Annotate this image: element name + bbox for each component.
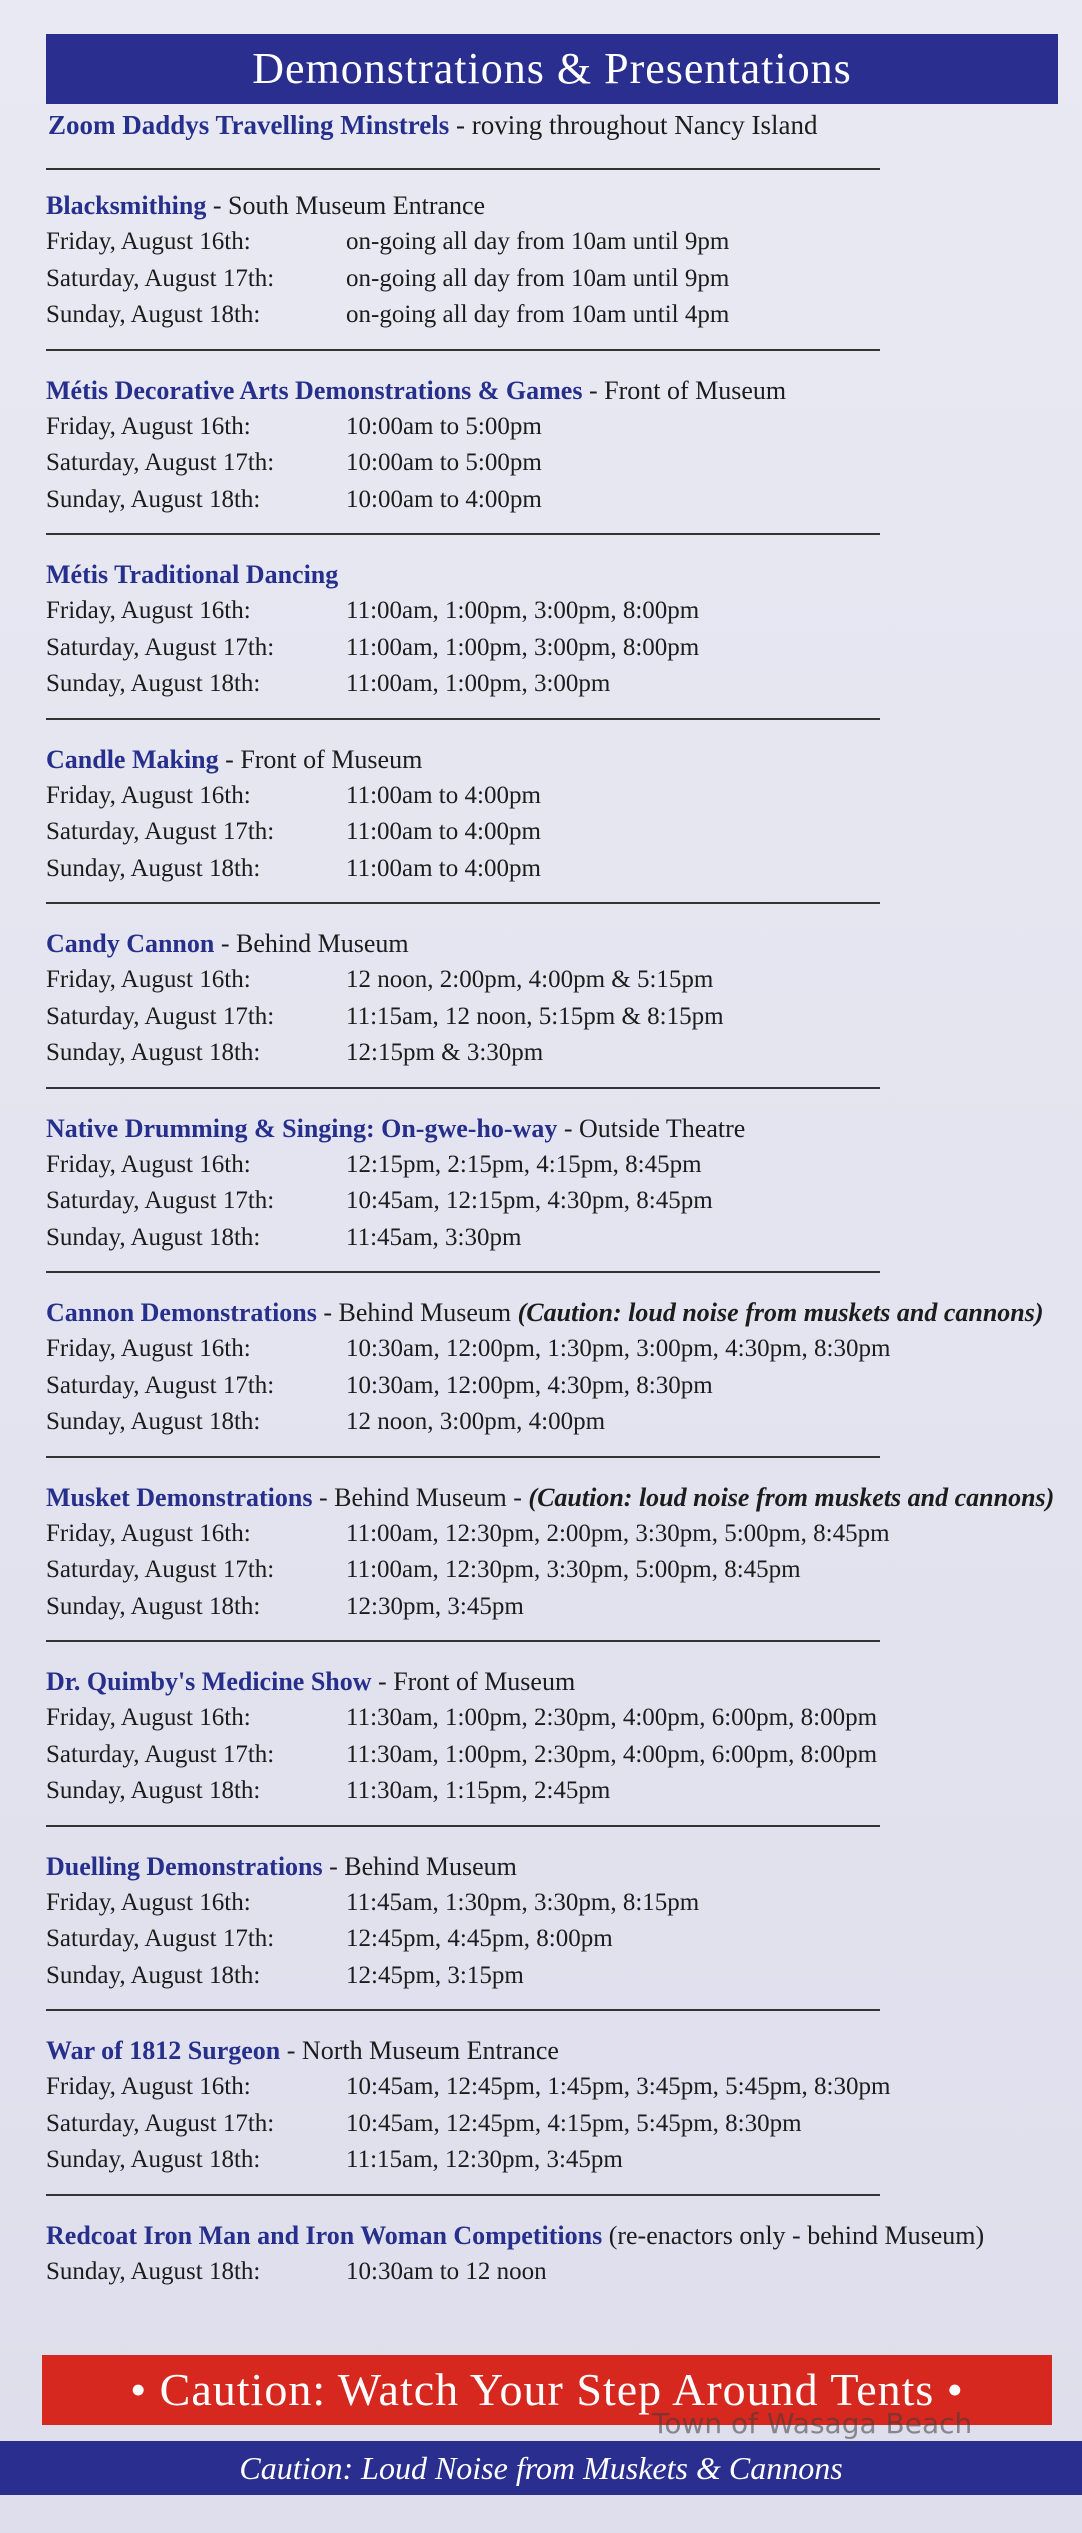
day-label: Friday, August 16th: bbox=[46, 1888, 251, 1916]
schedule-row bbox=[46, 1589, 1046, 1626]
day-label: Friday, August 16th: bbox=[46, 966, 251, 993]
schedule-row bbox=[46, 482, 1046, 519]
time-list: 12 noon, 3:00pm, 4:00pm bbox=[346, 1408, 606, 1435]
time-list: 10:45am, 12:45pm, 1:45pm, 3:45pm, 5:45pm, 8:30pm bbox=[346, 2073, 891, 2100]
schedule-row bbox=[46, 814, 1046, 851]
divider bbox=[46, 718, 880, 720]
day-label: Sunday, August 18th: bbox=[46, 1223, 261, 1251]
divider bbox=[46, 1640, 880, 1642]
event-title: Métis Traditional Dancing bbox=[46, 560, 339, 589]
event-title: Duelling Demonstrations bbox=[46, 1851, 323, 1881]
day-label: Sunday, August 18th: bbox=[46, 1408, 261, 1435]
schedule-row bbox=[46, 999, 1046, 1036]
day-label: Friday, August 16th: bbox=[46, 412, 251, 440]
event-title: Dr. Quimby's Medicine Show bbox=[46, 1667, 372, 1696]
time-list: 10:30am, 12:00pm, 1:30pm, 3:00pm, 4:30pm, 8:30pm bbox=[346, 1335, 891, 1362]
day-label: Friday, August 16th: bbox=[46, 597, 251, 624]
intro-title: Zoom Daddys Travelling Minstrels bbox=[48, 110, 450, 140]
schedule-row bbox=[46, 1404, 1046, 1441]
schedule-section bbox=[46, 557, 1046, 742]
schedule-list bbox=[46, 188, 1055, 2328]
divider bbox=[46, 2194, 880, 2196]
schedule-row bbox=[46, 1220, 1046, 1257]
time-list: 11:00am to 4:00pm bbox=[346, 818, 541, 845]
time-list: on-going all day from 10am until 9pm bbox=[346, 264, 730, 292]
section-heading bbox=[46, 1664, 1046, 1700]
time-list: 10:00am to 4:00pm bbox=[346, 485, 542, 513]
day-label: Friday, August 16th: bbox=[46, 1519, 251, 1547]
event-title: Métis Decorative Arts Demonstrations & Games bbox=[46, 375, 583, 405]
schedule-row bbox=[46, 445, 1046, 482]
event-location: - Front of Museum bbox=[218, 744, 423, 774]
schedule-row bbox=[46, 297, 1046, 334]
time-list: 11:00am, 1:00pm, 3:00pm, 8:00pm bbox=[346, 597, 700, 624]
day-label: Saturday, August 17th: bbox=[46, 1925, 275, 1952]
divider bbox=[46, 2009, 880, 2011]
intro-line bbox=[48, 110, 817, 141]
time-list: 11:15am, 12 noon, 5:15pm & 8:15pm bbox=[346, 1002, 724, 1030]
time-list: 12 noon, 2:00pm, 4:00pm & 5:15pm bbox=[346, 966, 714, 993]
caution-banner-red: • Caution: Watch Your Step Around Tents • bbox=[42, 2355, 1052, 2425]
time-list: 10:00am to 5:00pm bbox=[346, 412, 542, 440]
time-list: 12:15pm & 3:30pm bbox=[346, 1039, 544, 1066]
time-list: 11:00am, 1:00pm, 3:00pm, 8:00pm bbox=[346, 633, 700, 661]
event-title: Redcoat Iron Man and Iron Woman Competitions bbox=[46, 2220, 603, 2250]
schedule-section bbox=[46, 1664, 1046, 1849]
day-label: Saturday, August 17th: bbox=[46, 1002, 275, 1030]
day-label: Saturday, August 17th: bbox=[46, 2109, 275, 2137]
caution-banner-blue: Caution: Loud Noise from Muskets & Cannons bbox=[0, 2441, 1082, 2495]
event-location: - Behind Museum - bbox=[312, 1482, 529, 1512]
event-title: Native Drumming & Singing: On-gwe-ho-way bbox=[46, 1113, 558, 1143]
divider bbox=[46, 902, 880, 904]
day-label: Saturday, August 17th: bbox=[46, 1740, 275, 1768]
event-location: - Front of Museum bbox=[582, 375, 787, 405]
day-label: Friday, August 16th: bbox=[46, 1335, 251, 1362]
schedule-row bbox=[46, 2142, 1046, 2179]
schedule-row bbox=[46, 2254, 1046, 2291]
time-list: 11:15am, 12:30pm, 3:45pm bbox=[346, 2146, 623, 2173]
divider bbox=[46, 1271, 880, 1273]
schedule-row bbox=[46, 593, 1046, 630]
schedule-row bbox=[46, 409, 1046, 446]
event-title: War of 1812 Surgeon bbox=[46, 2036, 281, 2065]
section-heading bbox=[46, 1849, 1046, 1885]
day-label: Saturday, August 17th: bbox=[46, 818, 275, 845]
schedule-section bbox=[46, 742, 1046, 927]
time-list: 12:15pm, 2:15pm, 4:15pm, 8:45pm bbox=[346, 1150, 702, 1178]
section-heading bbox=[46, 1295, 1046, 1331]
schedule-row bbox=[46, 1737, 1046, 1774]
section-heading bbox=[46, 557, 1046, 593]
time-list: 12:45pm, 4:45pm, 8:00pm bbox=[346, 1925, 613, 1952]
day-label: Sunday, August 18th: bbox=[46, 2257, 261, 2285]
day-label: Friday, August 16th: bbox=[46, 2073, 251, 2100]
event-location: - South Museum Entrance bbox=[206, 191, 486, 220]
section-heading bbox=[46, 188, 1046, 224]
time-list: 10:30am, 12:00pm, 4:30pm, 8:30pm bbox=[346, 1371, 713, 1399]
event-location: - Behind Museum bbox=[316, 1298, 518, 1327]
day-label: Friday, August 16th: bbox=[46, 228, 251, 255]
schedule-row bbox=[46, 1921, 1046, 1958]
day-label: Friday, August 16th: bbox=[46, 1150, 251, 1178]
divider bbox=[46, 168, 880, 170]
time-list: on-going all day from 10am until 9pm bbox=[346, 228, 730, 255]
schedule-section bbox=[46, 2033, 1046, 2218]
schedule-row bbox=[46, 1958, 1046, 1995]
event-location: (re-enactors only - behind Museum) bbox=[602, 2220, 985, 2250]
section-heading bbox=[46, 1480, 1055, 1516]
day-label: Friday, August 16th: bbox=[46, 781, 251, 809]
divider bbox=[46, 533, 880, 535]
caution-note: (Caution: loud noise from muskets and cannons) bbox=[517, 1298, 1044, 1327]
schedule-row bbox=[46, 224, 1046, 261]
event-title: Candle Making bbox=[46, 744, 219, 774]
time-list: 11:45am, 3:30pm bbox=[346, 1223, 522, 1251]
schedule-section bbox=[46, 1295, 1046, 1480]
event-title: Candy Cannon bbox=[46, 929, 215, 958]
event-location: - North Museum Entrance bbox=[280, 2036, 559, 2065]
schedule-row bbox=[46, 1700, 1046, 1737]
schedule-row bbox=[46, 1147, 1046, 1184]
day-label: Saturday, August 17th: bbox=[46, 1556, 275, 1583]
day-label: Sunday, August 18th: bbox=[46, 1039, 261, 1066]
day-label: Sunday, August 18th: bbox=[46, 301, 261, 328]
intro-detail: - roving throughout Nancy Island bbox=[449, 110, 818, 140]
event-title: Cannon Demonstrations bbox=[46, 1298, 317, 1327]
event-location: - Outside Theatre bbox=[557, 1113, 746, 1143]
schedule-section bbox=[46, 188, 1046, 373]
time-list: 11:30am, 1:15pm, 2:45pm bbox=[346, 1777, 611, 1804]
time-list: 11:00am, 1:00pm, 3:00pm bbox=[346, 670, 611, 697]
day-label: Sunday, August 18th: bbox=[46, 485, 261, 513]
time-list: on-going all day from 10am until 4pm bbox=[346, 301, 730, 328]
divider bbox=[46, 1456, 880, 1458]
section-heading bbox=[46, 373, 1046, 409]
schedule-section bbox=[46, 373, 1046, 558]
day-label: Sunday, August 18th: bbox=[46, 854, 261, 882]
divider bbox=[46, 349, 880, 351]
day-label: Sunday, August 18th: bbox=[46, 2146, 261, 2173]
schedule-row bbox=[46, 851, 1046, 888]
schedule-row bbox=[46, 261, 1046, 298]
schedule-row bbox=[46, 1331, 1046, 1368]
day-label: Friday, August 16th: bbox=[46, 1704, 251, 1731]
schedule-row bbox=[46, 962, 1046, 999]
schedule-row bbox=[46, 1552, 1046, 1589]
day-label: Sunday, August 18th: bbox=[46, 1777, 261, 1804]
schedule-row bbox=[46, 1516, 1046, 1553]
time-list: 11:30am, 1:00pm, 2:30pm, 4:00pm, 6:00pm, 8:00pm bbox=[346, 1740, 878, 1768]
event-location: - Front of Museum bbox=[371, 1667, 576, 1696]
schedule-row bbox=[46, 2069, 1046, 2106]
schedule-row bbox=[46, 778, 1046, 815]
schedule-section bbox=[46, 1480, 1055, 1665]
event-location: - Behind Museum bbox=[322, 1851, 517, 1881]
section-heading bbox=[46, 1111, 1046, 1147]
time-list: 11:00am, 12:30pm, 2:00pm, 3:30pm, 5:00pm, 8:45pm bbox=[346, 1519, 890, 1547]
schedule-section bbox=[46, 1111, 1046, 1296]
day-label: Saturday, August 17th: bbox=[46, 449, 275, 476]
time-list: 10:30am to 12 noon bbox=[346, 2257, 547, 2285]
section-heading bbox=[46, 2033, 1046, 2069]
caution-note: (Caution: loud noise from muskets and cannons) bbox=[528, 1482, 1055, 1512]
schedule-section bbox=[46, 926, 1046, 1111]
time-list: 10:45am, 12:15pm, 4:30pm, 8:45pm bbox=[346, 1187, 713, 1214]
page-title: Demonstrations & Presentations bbox=[46, 34, 1058, 104]
schedule-row bbox=[46, 1035, 1046, 1072]
schedule-section bbox=[46, 2218, 1046, 2328]
schedule-row bbox=[46, 666, 1046, 703]
time-list: 11:45am, 1:30pm, 3:30pm, 8:15pm bbox=[346, 1888, 700, 1916]
day-label: Saturday, August 17th: bbox=[46, 633, 275, 661]
day-label: Saturday, August 17th: bbox=[46, 264, 275, 292]
schedule-row bbox=[46, 1885, 1046, 1922]
time-list: 11:30am, 1:00pm, 2:30pm, 4:00pm, 6:00pm, 8:00pm bbox=[346, 1704, 878, 1731]
schedule-row bbox=[46, 1368, 1046, 1405]
watermark: Town of Wasaga Beach bbox=[652, 2407, 973, 2440]
schedule-section bbox=[46, 1849, 1046, 2034]
time-list: 12:45pm, 3:15pm bbox=[346, 1961, 524, 1989]
schedule-row bbox=[46, 630, 1046, 667]
section-heading bbox=[46, 2218, 1046, 2254]
event-location: - Behind Museum bbox=[214, 929, 409, 958]
schedule-row bbox=[46, 1183, 1046, 1220]
section-heading bbox=[46, 742, 1046, 778]
event-title: Blacksmithing bbox=[46, 191, 207, 220]
day-label: Saturday, August 17th: bbox=[46, 1187, 275, 1214]
section-heading bbox=[46, 926, 1046, 962]
day-label: Saturday, August 17th: bbox=[46, 1371, 275, 1399]
time-list: 11:00am, 12:30pm, 3:30pm, 5:00pm, 8:45pm bbox=[346, 1556, 801, 1583]
day-label: Sunday, August 18th: bbox=[46, 1592, 261, 1620]
day-label: Sunday, August 18th: bbox=[46, 670, 261, 697]
time-list: 10:00am to 5:00pm bbox=[346, 449, 542, 476]
time-list: 12:30pm, 3:45pm bbox=[346, 1592, 524, 1620]
divider bbox=[46, 1087, 880, 1089]
event-title: Musket Demonstrations bbox=[46, 1482, 313, 1512]
time-list: 10:45am, 12:45pm, 4:15pm, 5:45pm, 8:30pm bbox=[346, 2109, 802, 2137]
time-list: 11:00am to 4:00pm bbox=[346, 781, 541, 809]
time-list: 11:00am to 4:00pm bbox=[346, 854, 541, 882]
schedule-row bbox=[46, 2106, 1046, 2143]
day-label: Sunday, August 18th: bbox=[46, 1961, 261, 1989]
divider bbox=[46, 1825, 880, 1827]
schedule-row bbox=[46, 1773, 1046, 1810]
